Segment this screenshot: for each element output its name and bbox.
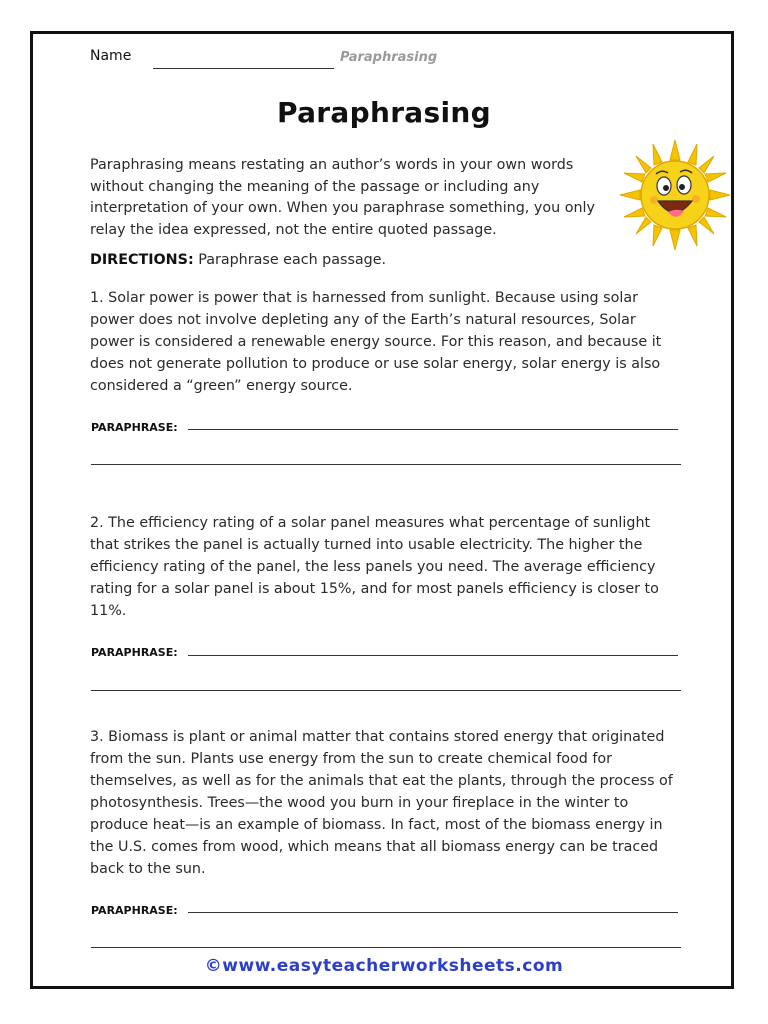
directions-label: DIRECTIONS: (90, 252, 194, 268)
intro-paragraph: Paraphrasing means restating an author’s words in your own words without changing the meaning of the passage or including any interpretation of your own. When you paraphrase something, you only relay the idea expressed, not the entire quoted passage. (90, 157, 595, 238)
paraphrase-answer-line-2[interactable] (188, 655, 678, 656)
passage-2: 2. The efficiency rating of a solar panel measures what percentage of sunlight that strikes the panel is actually turned into usable electricity. The higher the efficiency rating of the panel, the less panels you need. The average efficiency rating for a solar panel is about 15%, and for most panels efficiency is closer to 11%. (90, 515, 659, 619)
name-input-line[interactable] (153, 68, 334, 69)
paraphrase-label-1: PARAPHRASE: (91, 421, 178, 434)
paraphrase-label-2: PARAPHRASE: (91, 646, 178, 659)
directions (90, 250, 386, 271)
passage-3: 3. Biomass is plant or animal matter that contains stored energy that originated from the sun. Plants use energy from the sun to create chemical food for themselves, as well as for the animals that eat the plants, through the process of photosynthesis. Trees—the wood you burn in your fireplace in the winter to produce heat—is an example of biomass. In fact, most of the biomass energy in the U.S. comes from wood, which means that all biomass energy can be traced back to the sun. (90, 729, 673, 877)
page-title: Paraphrasing (277, 96, 491, 129)
paraphrase-answer-line-3[interactable] (188, 912, 678, 913)
header-tag: Paraphrasing (340, 50, 438, 65)
name-label: Name (90, 48, 132, 64)
paraphrase-label-3: PARAPHRASE: (91, 904, 178, 917)
footer-website: ©www.easyteacherworksheets.com (204, 956, 564, 976)
passage-1: 1. Solar power is power that is harnessed from sunlight. Because using solar power does not involve depleting any of the Earth’s natural resources, Solar power is considered a renewable energy source. For this reason, and because it does not generate pollution to produce or use solar energy, solar energy is also considered a “green” energy source. (90, 290, 662, 394)
paraphrase-answer-line-1[interactable] (188, 429, 678, 430)
paraphrase-answer-line-3b[interactable] (91, 947, 681, 948)
paraphrase-answer-line-1b[interactable] (91, 464, 681, 465)
directions-text: Paraphrase each passage. (193, 252, 387, 268)
paraphrase-answer-line-2b[interactable] (91, 690, 681, 691)
smiling-sun-icon (618, 138, 732, 252)
